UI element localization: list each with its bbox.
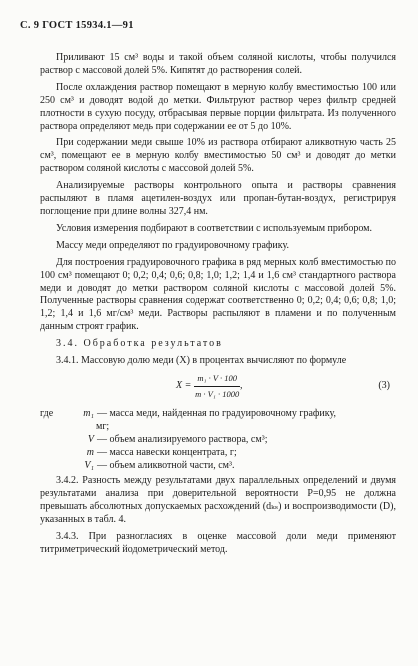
variable-definition: — объем аликвотной части, см³. xyxy=(97,459,235,471)
paragraph: При содержании меди свыше 10% из раствора отбирают аликвотную часть 25 см³, помещают ее в мерную колбу вместимостью 50 см³ и доводят до метки раствором соляной кислоты с массовой долей 5%. xyxy=(40,137,396,175)
section-title: 3.4. Обработка результатов xyxy=(56,338,223,350)
formula xyxy=(176,372,243,401)
body-text xyxy=(40,52,396,561)
definition-row xyxy=(40,408,396,421)
formula-lhs: X = xyxy=(176,379,192,391)
variable-definitions xyxy=(40,408,396,473)
formula-block xyxy=(40,372,396,402)
formula-denominator: m · V₁ · 1000 xyxy=(195,388,240,399)
equation-number: (3) xyxy=(378,380,390,392)
paragraph-3-4-2: 3.4.2. Разность между результатами двух параллельных определений и двумя результатами анализа при доверительной вероятности P=0,95 не должна превышать абсолютных допускаемых расхождений (dₖₛ) и воспроизводимости (D), указанных в табл. 4. xyxy=(40,475,396,526)
formula-tail: , xyxy=(240,379,243,391)
paragraph: После охлаждения раствор помещают в мерную колбу вместимостью 100 или 250 см³ и доводят водой до метки. Фильтруют раствор через фильтр средней плотности в сухую посуду, отбрасывая первые порции фильтрата. Из полученного раствора определяют медь при содержании ее от 5 до 10%. xyxy=(40,81,396,132)
variable-symbol: m xyxy=(86,446,94,458)
variable-definition: — объем анализируемого раствора, см³; xyxy=(97,433,268,445)
variable-symbol: V xyxy=(87,433,94,445)
paragraph: Условия измерения подбирают в соответствии с используемым прибором. xyxy=(56,222,372,234)
paragraph-3-4-3: 3.4.3. При разногласиях в оценке массовой доли меди применяют титриметрический йодометрический метод. xyxy=(40,531,396,555)
formula-fraction xyxy=(194,372,240,401)
paragraph-3-4-1: 3.4.1. Массовую долю меди (X) в процентах вычисляют по формуле xyxy=(56,355,347,367)
definition-row xyxy=(40,460,396,473)
paragraph: Приливают 15 см³ воды и такой объем соляной кислоты, чтобы получился раствор с массовой долей 5%. Кипятят до растворения солей. xyxy=(40,52,396,76)
where-intro: где xyxy=(40,407,54,419)
variable-definition: — масса навески концентрата, г; xyxy=(97,446,237,458)
paragraph: Анализируемые растворы контрольного опыта и растворы сравнения распыляют в пламя ацетилен-воздух или пропан-бутан-воздух, регистрируя поглощение при длине волны 327,4 нм. xyxy=(40,180,396,217)
variable-symbol: V₁ xyxy=(84,459,94,471)
definition-continuation: мг; xyxy=(96,420,110,432)
variable-symbol: m₁ xyxy=(83,407,94,419)
variable-definition: — масса меди, найденная по градуировочному графику, xyxy=(97,407,336,419)
definition-row xyxy=(40,447,396,460)
paragraph: Массу меди определяют по градуировочному графику. xyxy=(56,239,289,251)
definition-row xyxy=(40,434,396,447)
formula-numerator: m₁ · V · 100 xyxy=(194,372,240,387)
page-header: С. 9 ГОСТ 15934.1—91 xyxy=(20,20,134,31)
paragraph: Для построения градуировочного графика в ряд мерных колб вместимостью по 100 см³ помещают 0; 0,2; 0,4; 0,6; 0,8; 1,0; 1,2; 1,4 и 1,6 см³ стандартного раствора меди и доводят до метки раствором соляной кислоты с массовой долей 5%. Полученные растворы сравнения содержат соответственно 0; 0,2; 0,4; 0,6; 0,8; 1,0; 1,2; 1,4 и 1,6 мг/см³ меди. Растворы распыляют в пламени и по полученным данным строят график. xyxy=(40,256,396,333)
